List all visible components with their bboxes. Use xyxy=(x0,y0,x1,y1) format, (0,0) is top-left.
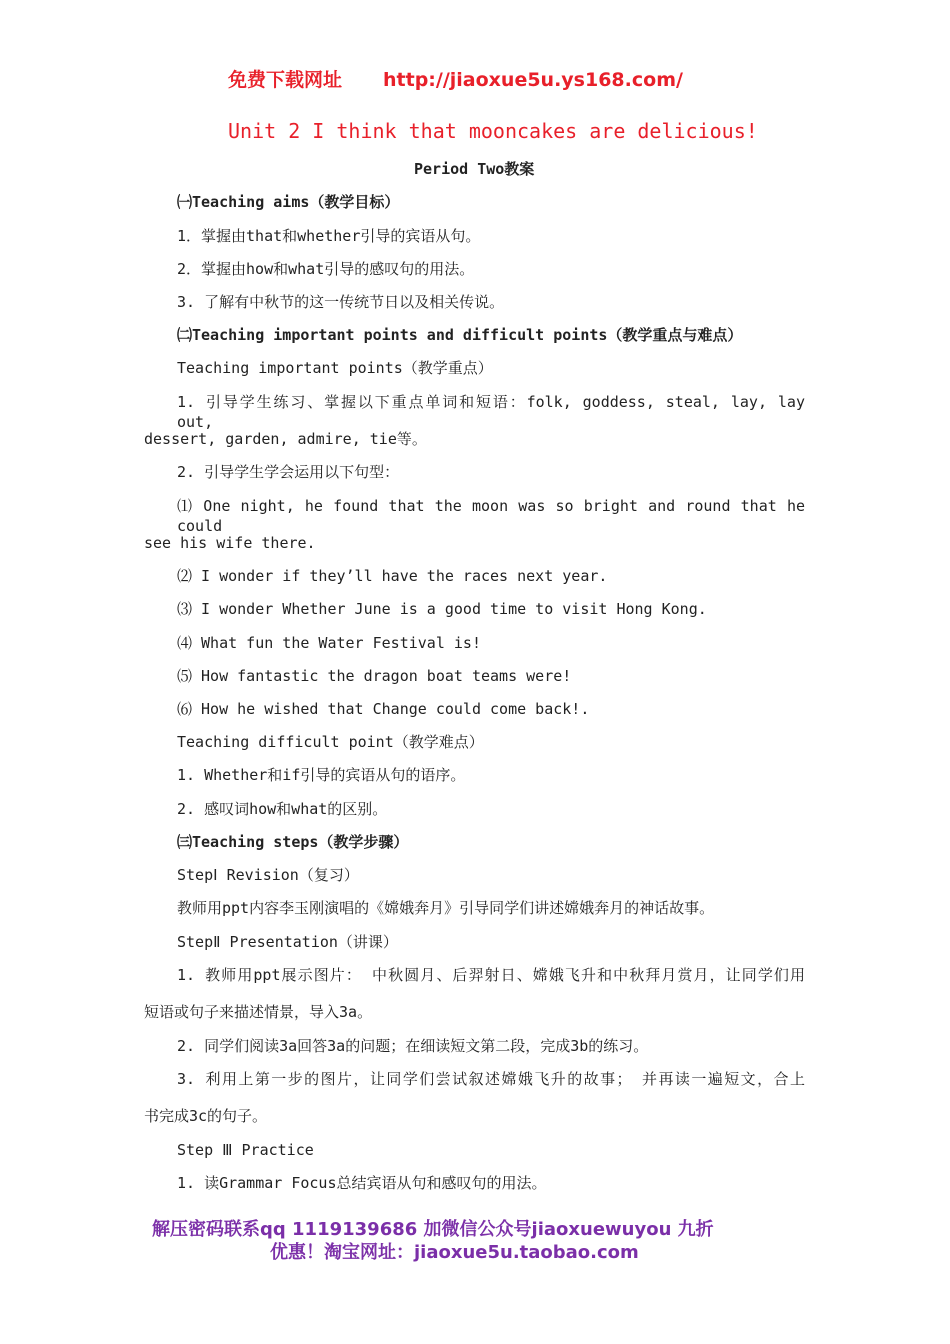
promo-url[interactable]: http://jiaoxue5u.ys168.com/ xyxy=(383,69,683,91)
aim-item: 2．掌握由how和what引导的感叹句的用法。 xyxy=(177,260,475,278)
step2-item-3: 3. 利用上第一步的图片，让同学们尝试叙述嫦娥飞升的故事； 并再读一遍短文，合上 xyxy=(177,1070,805,1088)
footer-line-1: 解压密码联系qq 1119139686 加微信公众号jiaoxuewuyou 九折 xyxy=(152,1219,714,1240)
difficult-item: 2. 感叹词how和what的区别。 xyxy=(177,800,388,818)
difficult-heading: Teaching difficult point（教学难点） xyxy=(177,733,484,751)
step2-heading: StepⅡ Presentation（讲课） xyxy=(177,933,398,951)
steps-heading: ㈢Teaching steps（教学步骤） xyxy=(177,833,409,851)
pattern-1-cont: see his wife there. xyxy=(144,534,316,552)
pattern-5: ⑸ How fantastic the dragon boat teams were! xyxy=(177,667,572,685)
pattern-1: ⑴ One night, he found that the moon was so bright and round that he could xyxy=(177,497,805,535)
important-item-1-cont: dessert, garden, admire, tie等。 xyxy=(144,430,427,448)
footer-line-2[interactable]: 优惠！淘宝网址：jiaoxue5u.taobao.com xyxy=(270,1242,639,1263)
step2-item-2: 2. 同学们阅读3a回答3a的问题；在细读短文第二段，完成3b的练习。 xyxy=(177,1037,649,1055)
pattern-6: ⑹ How he wished that Change could come back!. xyxy=(177,700,590,718)
page-subtitle: Period Two教案 xyxy=(414,160,535,178)
aim-item: 1．掌握由that和whether引导的宾语从句。 xyxy=(177,227,481,245)
promo-label: 免费下载网址 xyxy=(228,69,343,91)
pattern-3: ⑶ I wonder Whether June is a good time to visit Hong Kong. xyxy=(177,600,707,618)
aims-heading: ㈠Teaching aims（教学目标） xyxy=(177,193,400,211)
step2-item-3-cont: 书完成3c的句子。 xyxy=(144,1107,268,1125)
points-heading: ㈡Teaching important points and difficult points（教学重点与难点） xyxy=(177,326,743,344)
page-title: Unit 2 I think that mooncakes are delicious! xyxy=(228,119,758,143)
important-item-1: 1. 引导学生练习、掌握以下重点单词和短语：folk, goddess, steal, lay, lay out, xyxy=(177,393,805,431)
step3-item-1: 1. 读Grammar Focus总结宾语从句和感叹句的用法。 xyxy=(177,1174,547,1192)
pattern-2: ⑵ I wonder if they’ll have the races next year. xyxy=(177,567,608,585)
step2-item-1-cont: 短语或句子来描述情景，导入3a。 xyxy=(144,1003,373,1021)
step3-heading: Step Ⅲ Practice xyxy=(177,1141,314,1159)
important-heading: Teaching important points（教学重点） xyxy=(177,359,493,377)
step2-item-1: 1. 教师用ppt展示图片： 中秋圆月、后羿射日、嫦娥飞升和中秋拜月赏月，让同学们用 xyxy=(177,966,805,984)
important-item-2: 2. 引导学生学会运用以下句型： xyxy=(177,463,400,481)
step1-text: 教师用ppt内容李玉刚演唱的《嫦娥奔月》引导同学们讲述嫦娥奔月的神话故事。 xyxy=(177,899,715,917)
aim-item: 3. 了解有中秋节的这一传统节日以及相关传说。 xyxy=(177,293,505,311)
difficult-item: 1. Whether和if引导的宾语从句的语序。 xyxy=(177,766,466,784)
pattern-4: ⑷ What fun the Water Festival is! xyxy=(177,634,481,652)
step1-heading: StepⅠ Revision（复习） xyxy=(177,866,359,884)
